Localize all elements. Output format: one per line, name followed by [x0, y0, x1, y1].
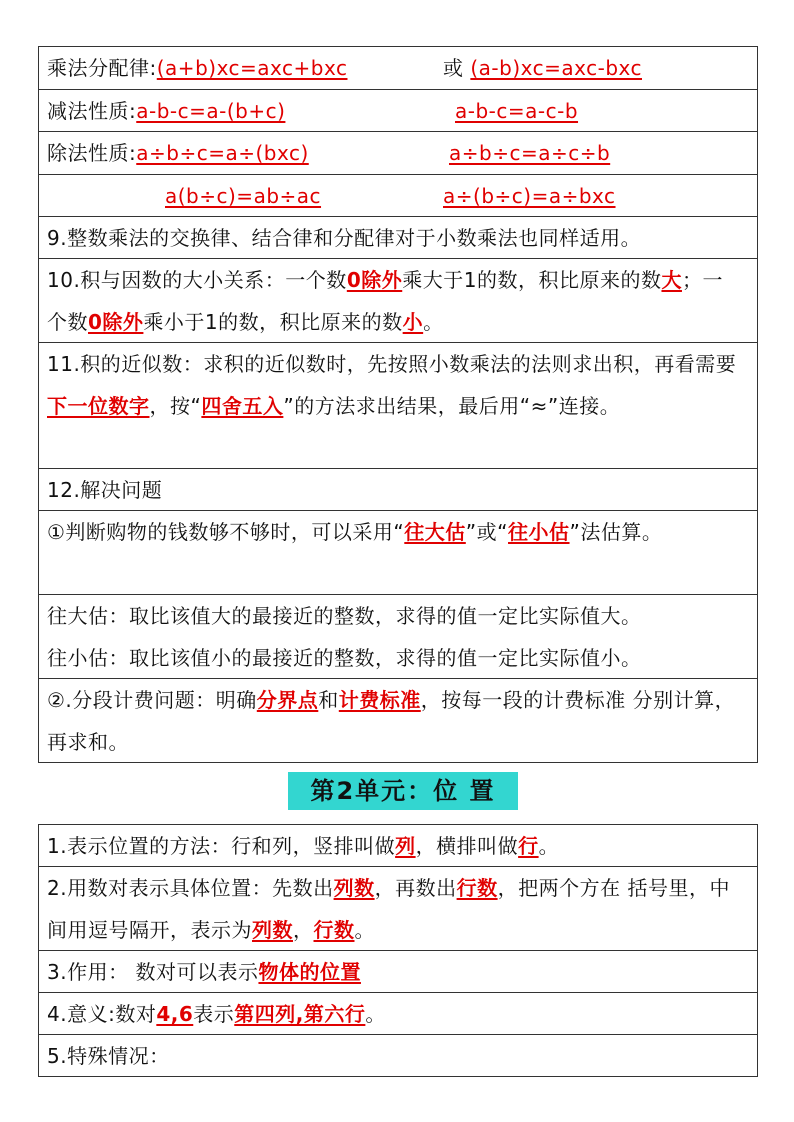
text: ；一 个数 [47, 268, 723, 334]
row-subtraction-property [39, 90, 757, 132]
text: 2.用数对表示具体位置：先数出 [47, 876, 334, 900]
answer: 第四列,第六行 [234, 1002, 366, 1026]
text: 10.积与因数的大小关系：一个数 [47, 268, 347, 292]
text: 和 [318, 688, 339, 712]
answer: 行 [518, 834, 539, 858]
row-approximation [39, 343, 757, 469]
text: 9.整数乘法的交换律、结合律和分配律对于小数乘法也同样适用。 [47, 226, 642, 250]
text: 表示 [193, 1002, 235, 1026]
answer: 行数 [456, 876, 498, 900]
text: 12.解决问题 [47, 478, 163, 502]
row-division-formulas [39, 175, 757, 217]
text: 。 [354, 918, 375, 942]
line: 往小估：取比该值小的最接近的整数，求得的值一定比实际值小。 [47, 646, 642, 670]
row-division-property [39, 132, 757, 175]
text: 5.特殊情况： [47, 1044, 170, 1068]
answer: 4,6 [156, 1002, 194, 1026]
row-special-cases [39, 1035, 757, 1077]
row-rows-columns [39, 825, 757, 867]
text: 4.意义:数对 [47, 1002, 157, 1026]
row-product-factor [39, 259, 757, 343]
text: ，按“ [149, 394, 202, 418]
answer: 0除外 [88, 310, 144, 334]
text: 。 [423, 310, 444, 334]
answer: 往大估 [404, 520, 466, 544]
formula: a÷b÷c=a÷(bxc) [136, 141, 309, 165]
formula: a÷(b÷c)=a÷bxc [443, 184, 616, 208]
label: 除法性质: [47, 141, 137, 165]
answer: 0除外 [346, 268, 403, 292]
or-word: 或 [443, 56, 464, 80]
row-decimal-laws [39, 217, 757, 259]
row-estimation [39, 511, 757, 595]
answer: 四舍五入 [201, 394, 284, 418]
text: 乘大于1的数，积比原来的数 [402, 268, 662, 292]
unit-title: 第2单元：位 置 [288, 772, 518, 810]
formula: a(b÷c)=ab÷ac [165, 184, 322, 208]
formula: a-b-c=a-(b+c) [136, 99, 286, 123]
text: ②.分段计费问题：明确 [47, 688, 257, 712]
formula: (a+b)xc=axc+bxc [156, 56, 348, 80]
answer: 大 [661, 268, 682, 292]
answer: 列数 [252, 918, 293, 942]
text: 。 [365, 1002, 386, 1026]
answer: 分界点 [256, 688, 319, 712]
answer: 下一位数字 [47, 394, 150, 418]
text: ，把两个方在 括号里，中间用逗号隔开，表示为 [47, 876, 730, 942]
row-problem-solving [39, 469, 757, 511]
row-estimation-defs [39, 595, 757, 679]
row-distributive-law [39, 47, 757, 90]
text: 乘小于1的数，积比原来的数 [143, 310, 403, 334]
text: ，再数出 [374, 876, 457, 900]
answer: 往小估 [508, 520, 570, 544]
row-number-pair [39, 867, 757, 951]
text: 1.表示位置的方法：行和列，竖排叫做 [47, 834, 396, 858]
text: ①判断购物的钱数够不够时，可以采用“ [47, 520, 405, 544]
formula: a-b-c=a-c-b [455, 99, 579, 123]
text: ”或“ [465, 520, 509, 544]
line: 往大估：取比该值大的最接近的整数，求得的值一定比实际值大。 [47, 604, 642, 628]
formula: (a-b)xc=axc-bxc [470, 56, 642, 80]
answer: 行数 [313, 918, 355, 942]
review-table-position [38, 824, 758, 1077]
text: ， [293, 918, 314, 942]
text: 。 [538, 834, 560, 858]
answer: 计费标准 [338, 688, 421, 712]
text: 11.积的近似数：求积的近似数时，先按照小数乘法的法则求出积，再看需要 [47, 352, 737, 376]
text: ，横排叫做 [415, 834, 519, 858]
label: 减法性质: [47, 99, 137, 123]
label: 乘法分配律: [47, 56, 157, 80]
row-tiered-billing [39, 679, 757, 763]
text: 3.作用： 数对可以表示 [47, 960, 259, 984]
text: ”法估算。 [569, 520, 663, 544]
answer: 小 [402, 310, 424, 334]
answer: 列 [395, 834, 416, 858]
row-meaning [39, 993, 757, 1035]
text: ”的方法求出结果，最后用“≈”连接。 [283, 394, 621, 418]
formula: a÷b÷c=a÷c÷b [449, 141, 611, 165]
text: ，按每一段的计费标准 分别计算，再求和。 [47, 688, 736, 754]
answer: 物体的位置 [258, 960, 361, 984]
row-purpose [39, 951, 757, 993]
answer: 列数 [333, 876, 375, 900]
review-table-multiplication [38, 46, 758, 763]
